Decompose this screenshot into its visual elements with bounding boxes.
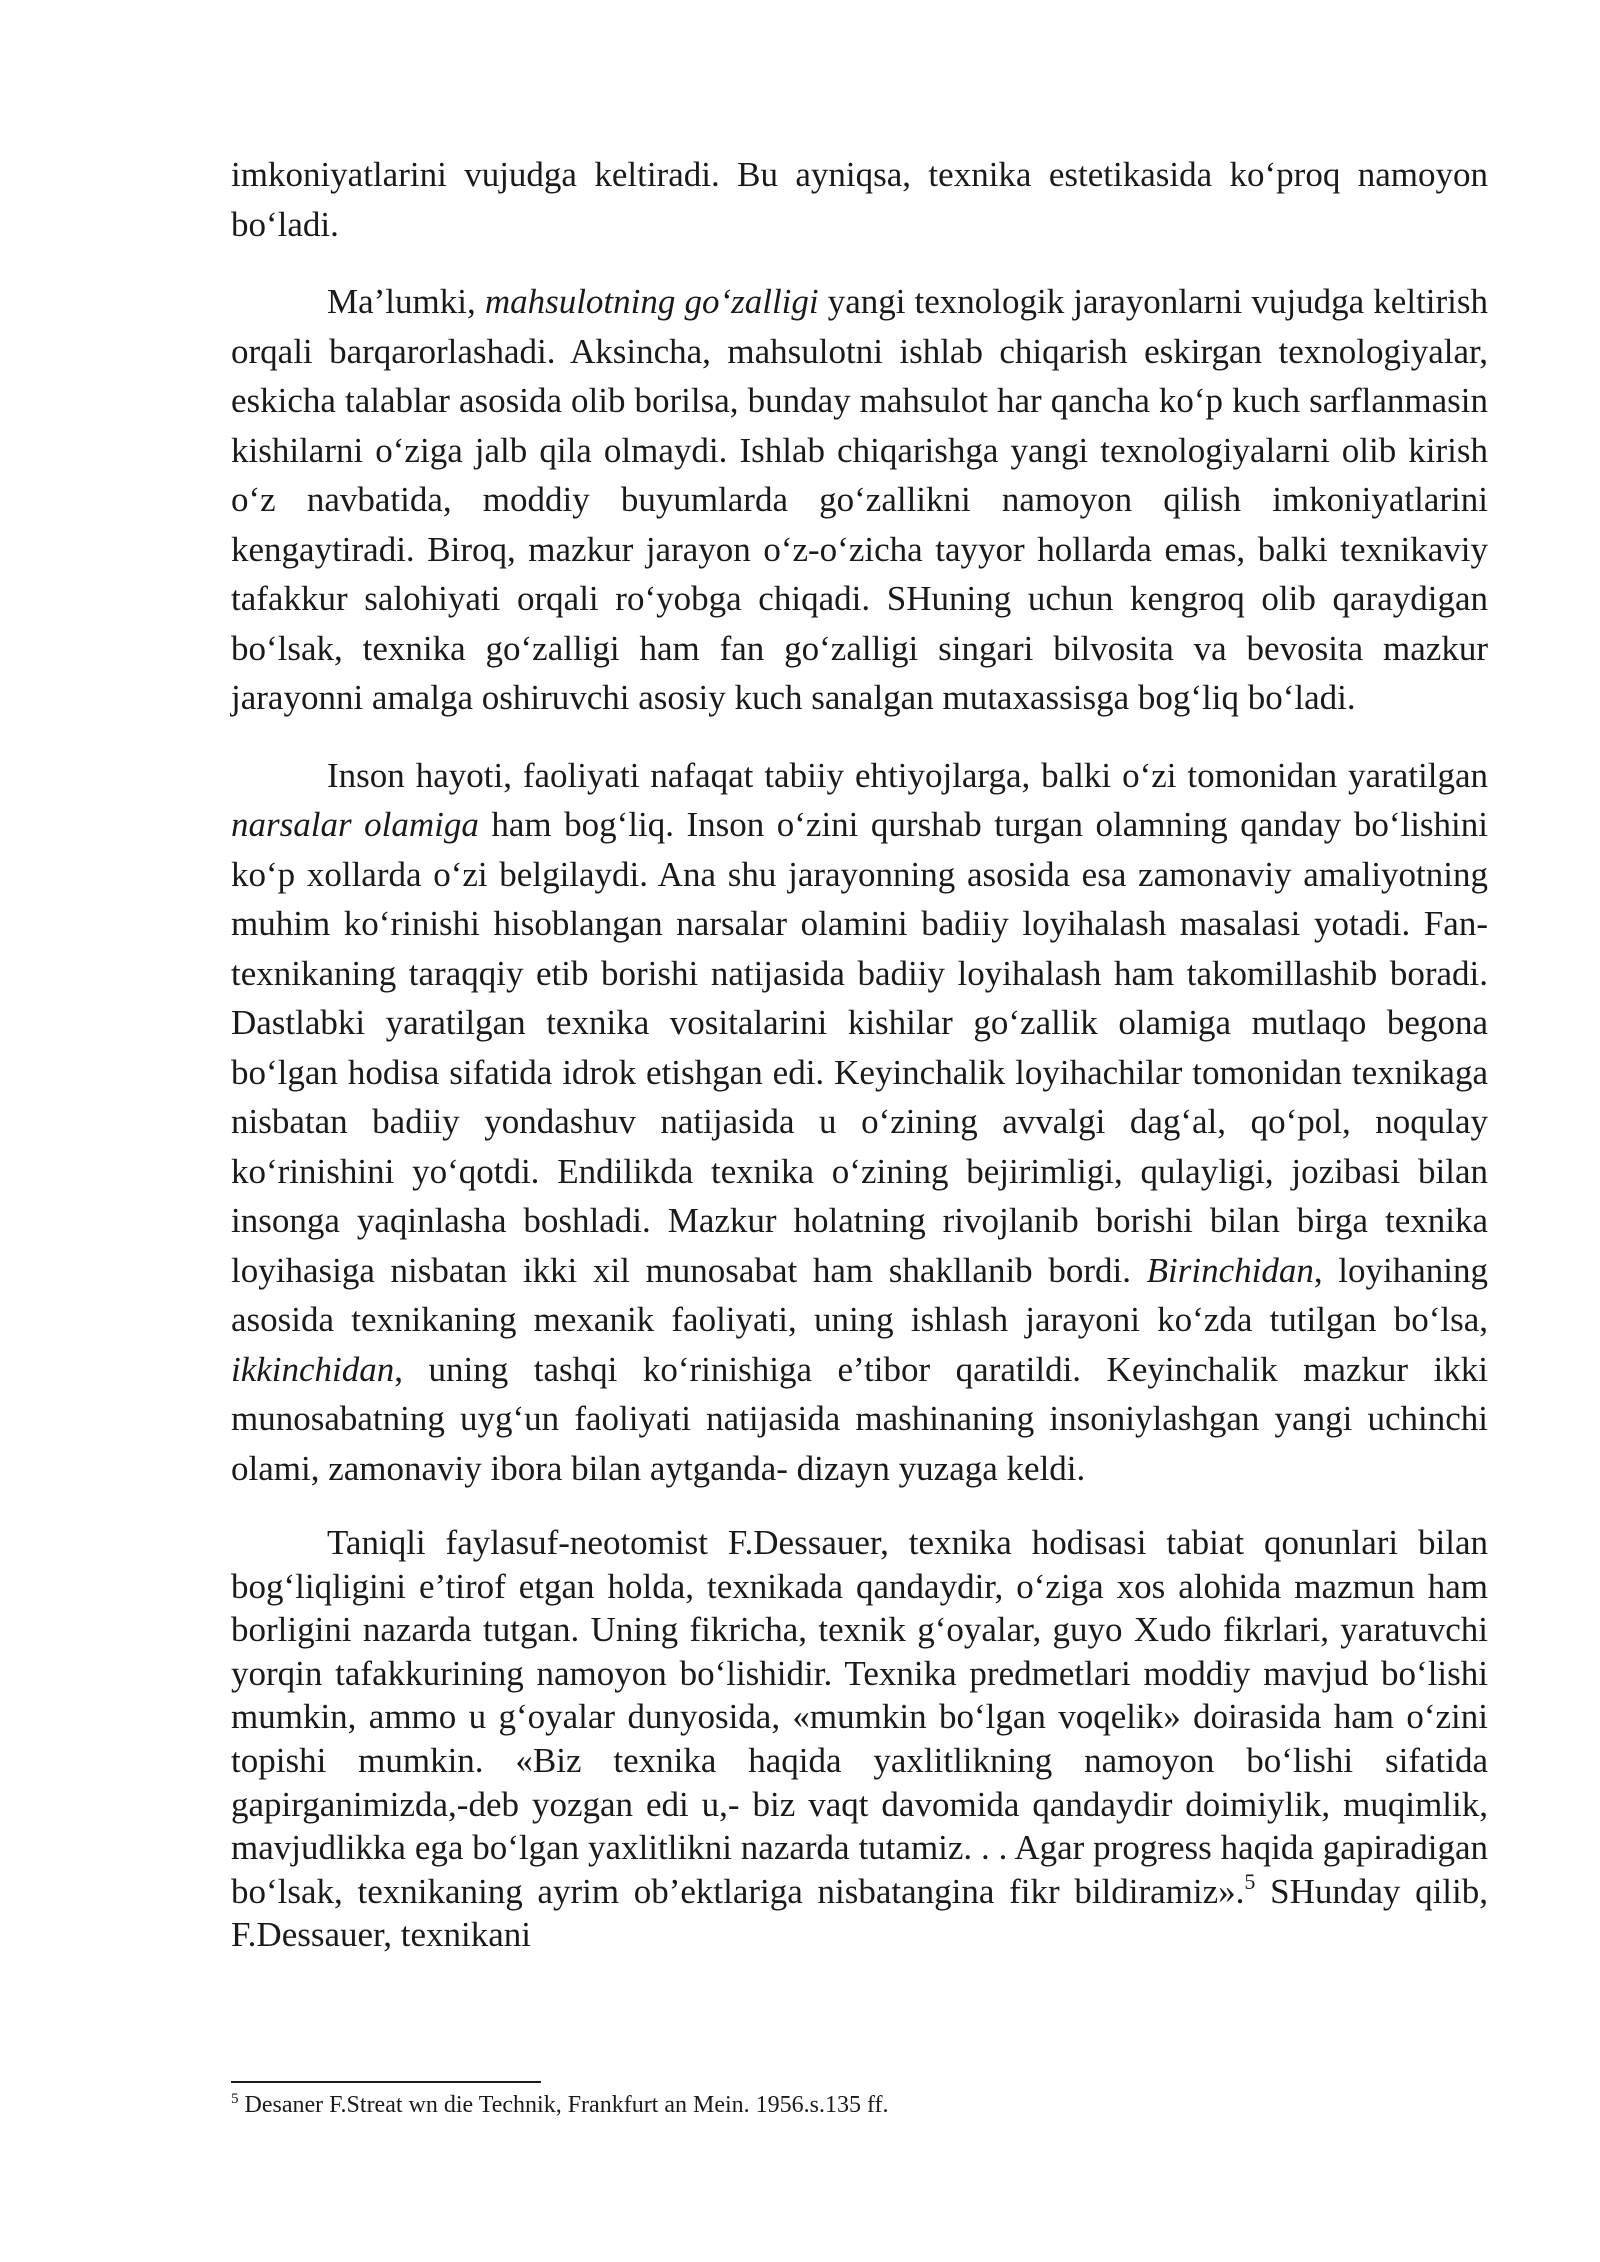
paragraph-4-text-b: SHunday qilib, F.Dessauer, texnikani [231, 1871, 1488, 1955]
body-text [231, 150, 1488, 1957]
paragraph-1-text: imkoniyatlarini vujudga keltiradi. Bu ayniqsa, texnika estetikasida ko‘proq namoyon bo‘ladi. [231, 155, 1488, 244]
paragraph-3-text-d: , uning tashqi ko‘rinishiga e’tibor qaratildi. Keyinchalik mazkur ikki munosabatning uyg‘un faoliyati natijasida mashinaning insoniylashgan yangi uchinchi olami, zamonaviy ibora bilan aytganda- dizayn yuzaga keldi. [231, 1349, 1488, 1488]
paragraph-3-emphasis-3: ikkinchidan [231, 1349, 395, 1389]
paragraph-2-text-a: Ma’lumki, [327, 282, 485, 321]
paragraph-3-text-b: ham bog‘liq. Inson o‘zini qurshab turgan olamning qanday bo‘lishini ko‘p xollarda o‘zi belgilaydi. Ana shu jarayonning asosida esa zamonaviy amaliyotning muhim ko‘rinishi hisoblangan narsalar olamini badiiy loyihalash masalasi yotadi. Fan-texnikaning taraqqiy etib borishi natijasida badiiy loyihalash ham takomillashib boradi. Dastlabki yaratilgan texnika vositalarini kishilar go‘zallik olamiga mutlaqo begona bo‘lgan hodisa sifatida idrok etishgan edi. Keyinchalik loyihachilar tomonidan texnikaga nisbatan badiiy yondashuv natijasida u o‘zining avvalgi dag‘al, qo‘pol, noqulay ko‘rinishini yo‘qotdi. Endilikda texnika o‘zining bejirimligi, qulayligi, jozibasi bilan insonga yaqinlasha boshladi. Mazkur holatning rivojlanib borishi bilan birga texnika loyihasiga nisbatan ikki xil munosabat ham shakllanib bordi. [231, 805, 1488, 1290]
paragraph-3-text-c: , loyihaning asosida texnikaning mexanik faoliyati, uning ishlash jarayoni ko‘zda tutilgan bo‘lsa, [231, 1250, 1488, 1339]
footnote [231, 2090, 1488, 2120]
footnote-reference[interactable]: 5 [1244, 1868, 1256, 1894]
paragraph-3-emphasis-2: Birinchidan [1146, 1250, 1314, 1290]
paragraph-4 [231, 1521, 1488, 1957]
paragraph-2-emphasis: mahsulotning go‘zalligi [484, 282, 819, 321]
paragraph-3 [231, 751, 1488, 1494]
paragraph-2-text-b: yangi texnologik jarayonlarni vujudga keltirish orqali barqarorlashadi. Aksincha, mahsulotni ishlab chiqarish eskirgan texnologiyalar, eskicha talablar asosida olib borilsa, bunday mahsulot har qancha ko‘p kuch sarflanmasin kishilarni o‘ziga jalb qila olmaydi. Ishlab chiqarishga yangi texnologiyalarni olib kirish o‘z navbatida, moddiy buyumlarda go‘zallikni namoyon qilish imkoniyatlarini kengaytiradi. Biroq, mazkur jarayon o‘z-o‘zicha tayyor hollarda emas, balki texnikaviy tafakkur salohiyati orqali ro‘yobga chiqadi. SHuning uchun kengroq olib qaraydigan bo‘lsak, texnika go‘zalligi ham fan go‘zalligi singari bilvosita va bevosita mazkur jarayonni amalga oshiruvchi asosiy kuch sanalgan mutaxassisga bog‘liq bo‘ladi. [231, 282, 1488, 717]
footnote-separator [231, 2081, 541, 2083]
paragraph-1 [231, 150, 1488, 249]
paragraph-3-emphasis-1: narsalar olamiga [231, 805, 479, 844]
footnote-text: Desaner F.Streat wn die Technik, Frankfurt an Mein. 1956.s.135 ff. [238, 2092, 889, 2118]
footnote-mark: 5 [231, 2091, 239, 2107]
paragraph-3-text-a: Inson hayoti, faoliyati nafaqat tabiiy ehtiyojlarga, balki o‘zi tomonidan yaratilgan [327, 755, 1488, 795]
paragraph-2 [231, 277, 1488, 723]
paragraph-4-text-a: Taniqli faylasuf-neotomist F.Dessauer, texnika hodisasi tabiat qonunlari bilan bog‘liqligini e’tirof etgan holda, texnikada qandaydir, o‘ziga xos alohida mazmun ham borligini nazarda tutgan. Uning fikricha, texnik g‘oyalar, guyo Xudo fikrlari, yaratuvchi yorqin tafakkurining namoyon bo‘lishidir. Texnika predmetlari moddiy mavjud bo‘lishi mumkin, ammo u g‘oyalar dunyosida, «mumkin bo‘lgan voqelik» doirasida ham o‘zini topishi mumkin. «Biz texnika haqida yaxlitlikning namoyon bo‘lishi sifatida gapirganimizda,-deb yozgan edi u,- biz vaqt davomida qandaydir doimiylik, muqimlik, mavjudlikka ega bo‘lgan yaxlitlikni nazarda tutamiz. . . Agar progress haqida gapiradigan bo‘lsak, texnikaning ayrim ob’ektlariga nisbatangina fikr bildiramiz». [231, 1523, 1488, 1911]
